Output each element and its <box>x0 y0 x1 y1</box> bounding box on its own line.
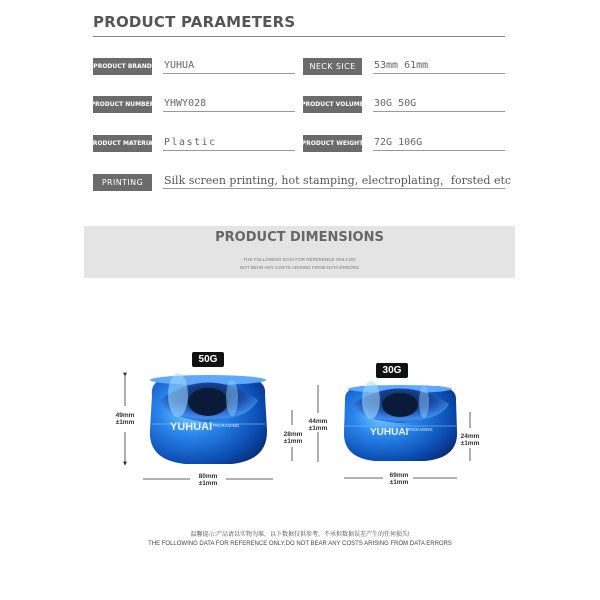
value-product-volume: 30G 50G <box>373 98 505 112</box>
label-printing: PRINTING <box>93 174 152 191</box>
jar-50g-sub: PACKAGING <box>213 423 240 428</box>
label-product-brand: PRODUCT BRAND <box>93 58 152 75</box>
label-neck-size: NECK SICE <box>303 58 362 75</box>
footer-note-chinese: 温馨提示:产品请以实物为准，以下数据仅供参考，不承担数据误差产生的任何损失! <box>190 532 410 538</box>
label-product-material: PRODUCT MATERIAL <box>93 135 152 152</box>
footer-note-english: THE FOLLOWING DATA FOR REFERENCE ONLY,DO NOT BEAR ANY COSTS ARISING FROM DATA ERRORS <box>148 541 452 547</box>
jar-50g-inner-height-label: 28mm ±1mm <box>283 431 303 445</box>
jar-30g-height-label: 44mm ±1mm <box>308 418 328 432</box>
jar-30g-width-label: 69mm ±1mm <box>389 472 409 486</box>
jar-50g-width-label: 80mm ±1mm <box>198 473 218 487</box>
jar-30g-sub: PACKAGING <box>408 427 433 432</box>
value-product-number: YHWY028 <box>163 98 295 112</box>
jar-50g <box>150 373 267 464</box>
value-product-material: Plastic <box>163 137 295 151</box>
value-product-weight: 72G 106G <box>373 137 505 151</box>
jar-50g-brand: YUHUAI <box>170 421 213 433</box>
jar-30g-brand: YUHUAI <box>370 427 409 438</box>
size-badge-30g: 30G <box>376 363 408 378</box>
value-printing: Silk screen printing, hot stamping, electroplating，forsted etc <box>164 174 512 187</box>
jar-30g-inner-height-label: 24mm ±1mm <box>460 433 480 447</box>
jar-50g-height-label: 49mm ±1mm <box>115 412 135 426</box>
value-product-brand: YUHUA <box>163 60 295 74</box>
label-product-weight: PRODUCT WEIGHT <box>303 135 362 152</box>
jar-30g <box>344 381 457 461</box>
dimensions-note-line1: THE FOLLOWING DATA FOR REFERENCE ONLY,DO <box>243 257 356 262</box>
label-product-number: PRODUCT NUMBER <box>93 96 152 113</box>
dimensions-note-line2: NOT BEAR ANY COSTS ARISING FROM DATA ERRORS <box>239 265 360 270</box>
parameters-title: PRODUCT PARAMETERS <box>93 13 296 31</box>
dimensions-title: PRODUCT DIMENSIONS <box>215 230 384 245</box>
label-product-volume: PRODUCT VOLUME <box>303 96 362 113</box>
size-badge-50g: 50G <box>192 352 224 367</box>
value-neck-size: 53mm 61mm <box>373 60 505 74</box>
